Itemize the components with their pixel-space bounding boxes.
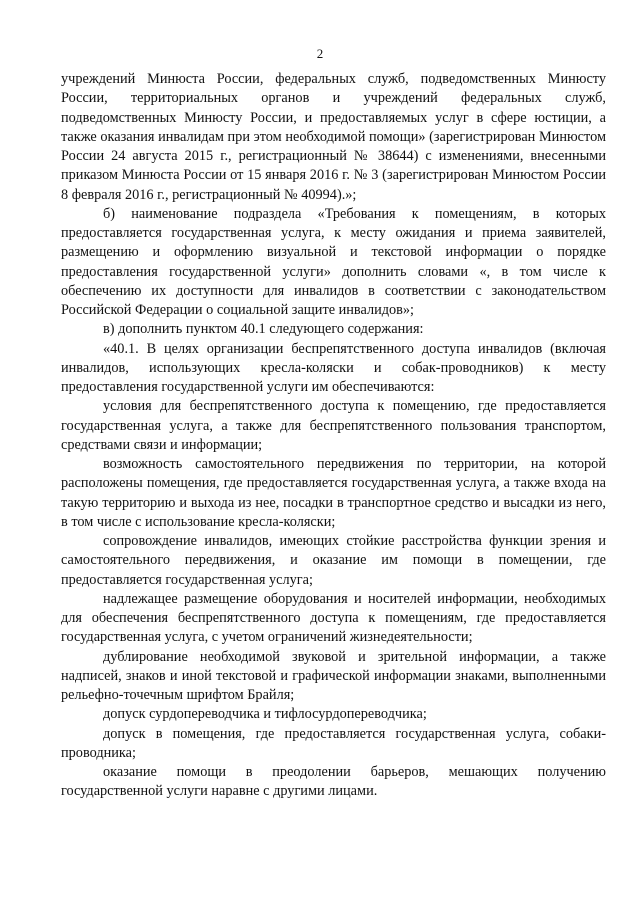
document-body xyxy=(61,70,606,802)
paragraph-assistance: оказание помощи в преодолении барьеров, мешающих получению государственной услуги наравне с другими лицами. xyxy=(61,764,606,800)
paragraph-item-b: б) наименование подраздела «Требования к помещениям, в которых предоставляется государственная услуга, к месту ожидания и приема заявителей, размещению и оформлению визуальной и текстовой информации о порядке предоставления государственной услуги» дополнить словами «, в том числе к обеспечению их доступности для инвалидов в соответствии с законодательством Российской Федерации о социальной защите инвалидов»; xyxy=(61,205,606,318)
paragraph-item-v: в) дополнить пунктом 40.1 следующего содержания: xyxy=(103,321,424,338)
paragraph-continuation: учреждений Минюста России, федеральных служб, подведомственных Минюсту России, территориальных органов и учреждений федеральных служб, подведомственных Минюсту России, и предоставляемых услуг в сфере юстиции, а также оказания инвалидам при этом необходимой помощи» (зарегистрирован Минюстом России 24 августа 2015 г., регистрационный № 38644) с изменениями, внесенными приказом Минюста России от 15 января 2016 г. № 3 (зарегистрирован Минюстом России 8 февраля 2016 г., регистрационный № 40994).»; xyxy=(61,71,606,203)
paragraph-interpreter: допуск сурдопереводчика и тифлосурдопереводчика; xyxy=(103,706,427,723)
paragraph-duplication: дублирование необходимой звуковой и зрительной информации, а также надписей, знаков и иной текстовой и графической информации знаками, выполненными рельефно-точечным шрифтом Брайля; xyxy=(61,648,606,703)
paragraph-guide-dog: допуск в помещения, где предоставляется государственная услуга, собаки-проводника; xyxy=(61,725,606,761)
paragraph-escort: сопровождение инвалидов, имеющих стойкие расстройства функции зрения и самостоятельного передвижения, и оказание им помощи в помещении, где предоставляется государственная услуга; xyxy=(61,533,606,588)
paragraph-equipment: надлежащее размещение оборудования и носителей информации, необходимых для обеспечения беспрепятственного доступа к помещениям, где предоставляется государственная услуга, с учетом ограничений жизнедеятельности; xyxy=(61,590,606,646)
paragraph-access-conditions: условия для беспрепятственного доступа к помещению, где предоставляется государственная услуга, а также для беспрепятственного пользования транспортом, средствами связи и информации; xyxy=(61,398,606,453)
page-number: 2 xyxy=(316,46,324,61)
paragraph-movement: возможность самостоятельного передвижения по территории, на которой расположены помещения, где предоставляется государственная услуга, а также входа на такую территорию и выхода из нее, посадки в транспортное средство и высадки из него, в том числе с использование кресла-коляски; xyxy=(61,456,606,530)
paragraph-clause-40-1: «40.1. В целях организации беспрепятственного доступа инвалидов (включая инвалидов, использующих кресла-коляски и собак-проводников) к месту предоставления государственной услуги им обеспечиваются: xyxy=(61,340,606,395)
